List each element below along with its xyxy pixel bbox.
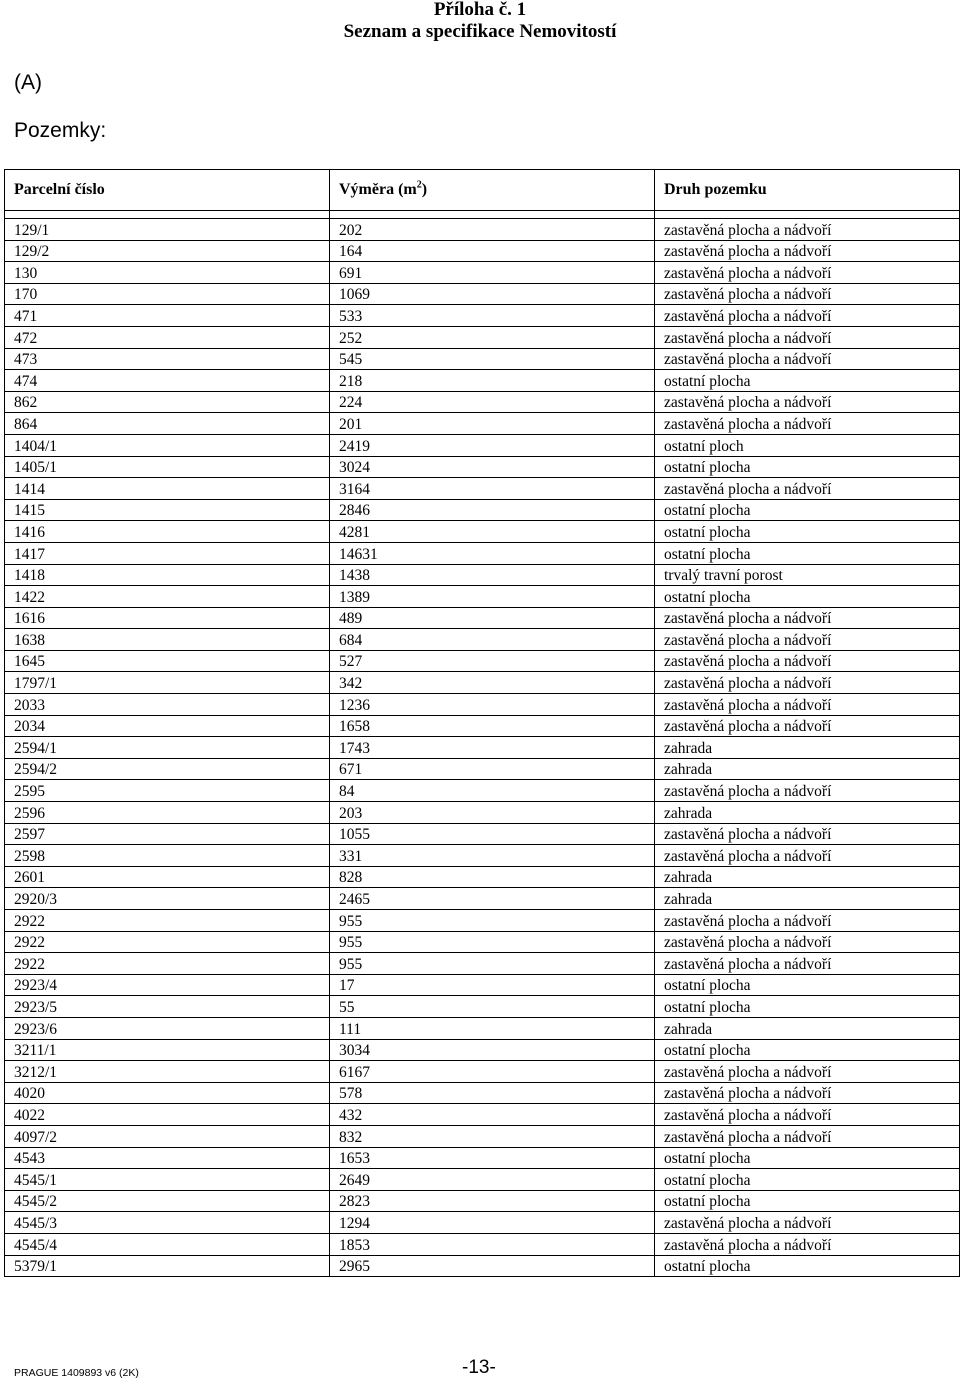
land-type-cell: ostatní plocha	[655, 542, 960, 564]
land-type-cell: ostatní plocha	[655, 456, 960, 478]
area-cell: 202	[330, 219, 655, 241]
area-cell: 111	[330, 1017, 655, 1039]
parcel-number-cell: 1616	[5, 607, 330, 629]
table-row	[5, 262, 960, 284]
land-type-cell: ostatní plocha	[655, 1147, 960, 1169]
land-type-cell: zastavěná plocha a nádvoří	[655, 650, 960, 672]
land-type-cell: zahrada	[655, 1017, 960, 1039]
table-row	[5, 931, 960, 953]
table-row	[5, 737, 960, 759]
table-row	[5, 996, 960, 1018]
parcel-number-cell: 2595	[5, 780, 330, 802]
parcel-number-cell: 3211/1	[5, 1039, 330, 1061]
parcel-number-cell: 2034	[5, 715, 330, 737]
parcel-number-cell: 4020	[5, 1082, 330, 1104]
area-cell: 691	[330, 262, 655, 284]
parcel-number-cell: 1418	[5, 564, 330, 586]
table-row	[5, 888, 960, 910]
table-row	[5, 1212, 960, 1234]
table-row	[5, 1125, 960, 1147]
area-cell: 545	[330, 348, 655, 370]
land-type-cell: zastavěná plocha a nádvoří	[655, 845, 960, 867]
table-row	[5, 434, 960, 456]
land-type-cell: zastavěná plocha a nádvoří	[655, 694, 960, 716]
parcel-number-cell: 170	[5, 283, 330, 305]
parcel-number-cell: 862	[5, 391, 330, 413]
area-cell: 2465	[330, 888, 655, 910]
land-type-cell: zastavěná plocha a nádvoří	[655, 1233, 960, 1255]
table-body	[5, 211, 960, 1277]
land-type-cell: ostatní plocha	[655, 1039, 960, 1061]
area-cell: 2649	[330, 1169, 655, 1191]
section-label: (A)	[14, 71, 42, 94]
area-cell: 4281	[330, 521, 655, 543]
table-spacer-row	[5, 211, 960, 219]
area-cell: 955	[330, 931, 655, 953]
land-type-cell: zahrada	[655, 758, 960, 780]
land-type-cell: ostatní plocha	[655, 1255, 960, 1277]
table-row	[5, 1082, 960, 1104]
area-cell: 1853	[330, 1233, 655, 1255]
land-type-cell: zahrada	[655, 888, 960, 910]
annex-label: Příloha č. 1	[433, 0, 527, 20]
parcel-number-cell: 2601	[5, 866, 330, 888]
land-type-cell: ostatní ploch	[655, 434, 960, 456]
area-cell: 2419	[330, 434, 655, 456]
land-type-cell: zastavěná plocha a nádvoří	[655, 910, 960, 932]
table-row	[5, 391, 960, 413]
land-type-cell: ostatní plocha	[655, 1190, 960, 1212]
area-cell: 2965	[330, 1255, 655, 1277]
land-type-cell: zastavěná plocha a nádvoří	[655, 219, 960, 241]
header-area-sup: 2	[416, 179, 422, 191]
header-area	[330, 170, 655, 211]
table-row	[5, 370, 960, 392]
table-row	[5, 521, 960, 543]
area-cell: 1236	[330, 694, 655, 716]
parcel-number-cell: 2923/6	[5, 1017, 330, 1039]
table-row	[5, 1255, 960, 1277]
parcel-number-cell: 1416	[5, 521, 330, 543]
land-type-cell: zastavěná plocha a nádvoří	[655, 672, 960, 694]
area-cell: 432	[330, 1104, 655, 1126]
land-type-cell: zahrada	[655, 737, 960, 759]
land-type-cell: zastavěná plocha a nádvoří	[655, 413, 960, 435]
area-cell: 3164	[330, 478, 655, 500]
area-cell: 224	[330, 391, 655, 413]
parcel-number-cell: 2922	[5, 931, 330, 953]
table-row	[5, 780, 960, 802]
table-row	[5, 1233, 960, 1255]
land-type-cell: zahrada	[655, 866, 960, 888]
land-type-cell: zastavěná plocha a nádvoří	[655, 607, 960, 629]
table-row	[5, 1061, 960, 1083]
parcel-number-cell: 2594/2	[5, 758, 330, 780]
parcel-number-cell: 4543	[5, 1147, 330, 1169]
area-cell: 955	[330, 953, 655, 975]
area-cell: 1389	[330, 586, 655, 608]
header-land-type: Druh pozemku	[655, 170, 960, 211]
table-row	[5, 866, 960, 888]
parcel-number-cell: 2922	[5, 910, 330, 932]
parcel-number-cell: 1797/1	[5, 672, 330, 694]
parcel-number-cell: 2033	[5, 694, 330, 716]
area-cell: 1055	[330, 823, 655, 845]
land-type-cell: zastavěná plocha a nádvoří	[655, 1212, 960, 1234]
table-row	[5, 845, 960, 867]
table-row	[5, 758, 960, 780]
land-type-cell: zastavěná plocha a nádvoří	[655, 953, 960, 975]
parcel-number-cell: 4545/4	[5, 1233, 330, 1255]
parcel-number-cell: 2922	[5, 953, 330, 975]
page-number: -13-	[462, 1357, 496, 1378]
land-type-cell: zastavěná plocha a nádvoří	[655, 1061, 960, 1083]
table-row	[5, 607, 960, 629]
area-cell: 527	[330, 650, 655, 672]
table-row	[5, 240, 960, 262]
area-cell: 17	[330, 974, 655, 996]
land-type-cell: zastavěná plocha a nádvoří	[655, 715, 960, 737]
land-type-cell: zastavěná plocha a nádvoří	[655, 1125, 960, 1147]
area-cell: 164	[330, 240, 655, 262]
land-type-cell: ostatní plocha	[655, 996, 960, 1018]
table-row	[5, 1039, 960, 1061]
document-title: Seznam a specifikace Nemovitostí	[343, 21, 617, 42]
area-cell: 1069	[330, 283, 655, 305]
land-type-cell: zastavěná plocha a nádvoří	[655, 780, 960, 802]
parcel-number-cell: 2594/1	[5, 737, 330, 759]
parcel-number-cell: 2923/5	[5, 996, 330, 1018]
area-cell: 578	[330, 1082, 655, 1104]
land-type-cell: ostatní plocha	[655, 1169, 960, 1191]
parcel-number-cell: 1404/1	[5, 434, 330, 456]
area-cell: 6167	[330, 1061, 655, 1083]
area-cell: 684	[330, 629, 655, 651]
parcel-number-cell: 2920/3	[5, 888, 330, 910]
table-row	[5, 1190, 960, 1212]
area-cell: 252	[330, 326, 655, 348]
table-row	[5, 456, 960, 478]
area-cell: 1294	[330, 1212, 655, 1234]
parcel-number-cell: 4545/3	[5, 1212, 330, 1234]
table-row	[5, 1104, 960, 1126]
parcel-number-cell: 2597	[5, 823, 330, 845]
table-row	[5, 650, 960, 672]
area-cell: 832	[330, 1125, 655, 1147]
parcel-number-cell: 1415	[5, 499, 330, 521]
area-cell: 84	[330, 780, 655, 802]
table-row	[5, 802, 960, 824]
document-reference: PRAGUE 1409893 v6 (2K)	[14, 1367, 139, 1379]
parcel-number-cell: 472	[5, 326, 330, 348]
table-row	[5, 694, 960, 716]
parcel-number-cell: 130	[5, 262, 330, 284]
table-row	[5, 1169, 960, 1191]
table-row	[5, 413, 960, 435]
land-type-cell: zastavěná plocha a nádvoří	[655, 305, 960, 327]
area-cell: 2823	[330, 1190, 655, 1212]
parcel-number-cell: 4545/2	[5, 1190, 330, 1212]
area-cell: 342	[330, 672, 655, 694]
parcel-number-cell: 2596	[5, 802, 330, 824]
table-row	[5, 219, 960, 241]
table-row	[5, 715, 960, 737]
land-type-cell: zahrada	[655, 802, 960, 824]
parcel-number-cell: 3212/1	[5, 1061, 330, 1083]
parcel-number-cell: 1417	[5, 542, 330, 564]
section-subtitle: Pozemky:	[14, 119, 107, 142]
table-row	[5, 564, 960, 586]
parcel-number-cell: 474	[5, 370, 330, 392]
parcel-number-cell: 2923/4	[5, 974, 330, 996]
area-cell: 331	[330, 845, 655, 867]
table-row	[5, 586, 960, 608]
land-type-cell: zastavěná plocha a nádvoří	[655, 348, 960, 370]
area-cell: 1658	[330, 715, 655, 737]
parcel-number-cell: 4022	[5, 1104, 330, 1126]
parcel-number-cell: 473	[5, 348, 330, 370]
area-cell: 203	[330, 802, 655, 824]
area-cell: 955	[330, 910, 655, 932]
area-cell: 828	[330, 866, 655, 888]
land-type-cell: trvalý travní porost	[655, 564, 960, 586]
table-row	[5, 326, 960, 348]
area-cell: 3034	[330, 1039, 655, 1061]
area-cell: 2846	[330, 499, 655, 521]
table-row	[5, 672, 960, 694]
table-row	[5, 305, 960, 327]
area-cell: 1743	[330, 737, 655, 759]
table-row	[5, 1017, 960, 1039]
table-row	[5, 348, 960, 370]
parcel-number-cell: 5379/1	[5, 1255, 330, 1277]
area-cell: 55	[330, 996, 655, 1018]
table-row	[5, 283, 960, 305]
land-type-cell: ostatní plocha	[655, 521, 960, 543]
land-type-cell: ostatní plocha	[655, 586, 960, 608]
area-cell: 14631	[330, 542, 655, 564]
land-parcels-table	[4, 169, 960, 1277]
parcel-number-cell: 1422	[5, 586, 330, 608]
land-type-cell: zastavěná plocha a nádvoří	[655, 283, 960, 305]
parcel-number-cell: 129/2	[5, 240, 330, 262]
area-cell: 1653	[330, 1147, 655, 1169]
area-cell: 1438	[330, 564, 655, 586]
land-type-cell: zastavěná plocha a nádvoří	[655, 262, 960, 284]
table-row	[5, 629, 960, 651]
area-cell: 489	[330, 607, 655, 629]
land-type-cell: zastavěná plocha a nádvoří	[655, 478, 960, 500]
parcel-number-cell: 2598	[5, 845, 330, 867]
table-row	[5, 974, 960, 996]
table-row	[5, 499, 960, 521]
land-type-cell: ostatní plocha	[655, 370, 960, 392]
table-header-row	[5, 170, 960, 211]
land-type-cell: zastavěná plocha a nádvoří	[655, 326, 960, 348]
land-type-cell: ostatní plocha	[655, 499, 960, 521]
parcel-number-cell: 1414	[5, 478, 330, 500]
area-cell: 533	[330, 305, 655, 327]
table-row	[5, 953, 960, 975]
header-parcel-number: Parcelní číslo	[5, 170, 330, 211]
area-cell: 3024	[330, 456, 655, 478]
parcel-number-cell: 1405/1	[5, 456, 330, 478]
table-row	[5, 823, 960, 845]
parcel-number-cell: 1638	[5, 629, 330, 651]
land-type-cell: ostatní plocha	[655, 974, 960, 996]
area-cell: 671	[330, 758, 655, 780]
parcel-number-cell: 129/1	[5, 219, 330, 241]
header-area-close: )	[421, 181, 428, 198]
parcel-number-cell: 4545/1	[5, 1169, 330, 1191]
table-row	[5, 910, 960, 932]
land-type-cell: zastavěná plocha a nádvoří	[655, 391, 960, 413]
table-row	[5, 1147, 960, 1169]
area-cell: 218	[330, 370, 655, 392]
land-type-cell: zastavěná plocha a nádvoří	[655, 1104, 960, 1126]
parcel-number-cell: 864	[5, 413, 330, 435]
parcel-number-cell: 4097/2	[5, 1125, 330, 1147]
header-area-text: Výměra (m	[339, 181, 417, 198]
land-type-cell: zastavěná plocha a nádvoří	[655, 931, 960, 953]
land-type-cell: zastavěná plocha a nádvoří	[655, 823, 960, 845]
area-cell: 201	[330, 413, 655, 435]
land-type-cell: zastavěná plocha a nádvoří	[655, 1082, 960, 1104]
table-row	[5, 542, 960, 564]
table-row	[5, 478, 960, 500]
parcel-number-cell: 1645	[5, 650, 330, 672]
land-type-cell: zastavěná plocha a nádvoří	[655, 240, 960, 262]
parcel-number-cell: 471	[5, 305, 330, 327]
land-type-cell: zastavěná plocha a nádvoří	[655, 629, 960, 651]
